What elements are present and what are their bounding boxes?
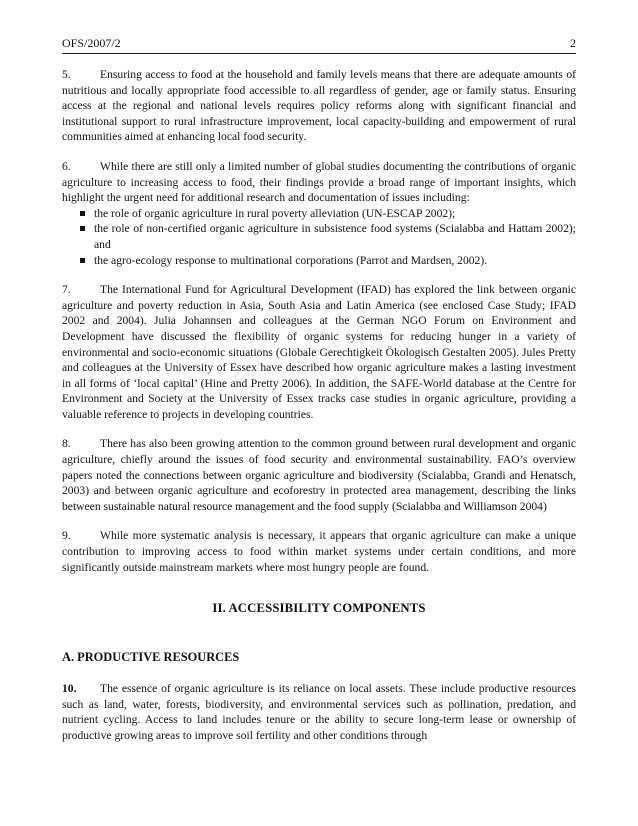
- bullet-item: the agro-ecology response to multinational corporations (Parrot and Mardsen, 2002).: [78, 253, 576, 269]
- paragraph-text: While more systematic analysis is necessary, it appears that organic agriculture can make a unique contribution to improving access to food within market systems under certain conditions, and more significantly outside mainstream markets where most hungry people are found.: [62, 529, 576, 574]
- page-header: [62, 36, 576, 54]
- paragraph-number: 5.: [62, 68, 71, 81]
- subsection-heading: A. PRODUCTIVE RESOURCES: [62, 650, 240, 665]
- bullet-list: [62, 206, 576, 268]
- paragraph-number: 6.: [62, 159, 71, 173]
- paragraph-number: 10.: [62, 682, 77, 696]
- paragraph-text: Ensuring access to food at the household and family levels means that there are adequate amounts of nutritious and locally appropriate food accessible to all regardless of gender, age or family status. Ensuring access at the regional and national levels requires policy reforms along with significant financial and institutional support to rural infrastructure improvement, local capacity-building and empowerment of rural communities aimed at enhancing local food security.: [62, 68, 576, 144]
- paragraph-text: The International Fund for Agricultural Development (IFAD) has explored the link between organic agriculture and poverty reduction in Asia, South Asia and Latin America (see enclosed Case Study; IFAD 2002 and 2004). Julia Johannsen and colleagues at the German NGO Forum on Environment and Development have discussed the flexibility of organic systems for reducing hunger in a variety of environmental and socio-economic situations (Globale Gerechtigkeit Ökologisch Gestalten 2005). Jules Pretty and colleagues at the University of Essex have described how organic agriculture makes a lasting investment in all forms of ‘local capital’ (Hine and Pretty 2006). In addition, the SAFE-World database at the Centre for Environment and Society at the University of Essex tracks case studies in organic agriculture, providing a valuable reference to projects in developing countries.: [62, 283, 576, 421]
- paragraph-7: [62, 282, 576, 422]
- paragraph-9: [62, 528, 576, 575]
- paragraph-text: There has also been growing attention to the common ground between rural development and organic agriculture, chiefly around the issues of food security and environmental sustainability. FAO’s overview papers noted the connections between organic agriculture and biodiversity (Scialabba, Grandi and Henatsch, 2003) and between organic agriculture and ecoforestry in protected area management, describing the links between sustainable natural resource management and the food supply (Scialabba and Williamson 2004): [62, 437, 576, 513]
- paragraph-number: 9.: [62, 529, 71, 543]
- paragraph-text: The essence of organic agriculture is its reliance on local assets. These include productive resources such as land, water, forests, biodiversity, and environmental services such as pollination, predation, and nutrient cycling. Access to land includes tenure or the ability to secure long-term lease or ownership of productive growing areas to improve soil fertility and other conditions through: [62, 682, 576, 742]
- bullet-item: the role of organic agriculture in rural poverty alleviation (UN-ESCAP 2002);: [78, 206, 576, 222]
- document-page: [62, 36, 576, 758]
- paragraph-6: [62, 159, 576, 268]
- paragraph-number: 8.: [62, 437, 71, 451]
- section-heading: II. ACCESSIBILITY COMPONENTS: [212, 601, 426, 616]
- paragraph-5: [62, 67, 576, 145]
- bullet-item: the role of non-certified organic agriculture in subsistence food systems (Scialabba and Hattam 2002); and: [78, 221, 576, 252]
- paragraph-number: 7.: [62, 283, 71, 297]
- page-number: 2: [570, 36, 576, 50]
- paragraph-8: [62, 436, 576, 514]
- paragraph-text: While there are still only a limited number of global studies documenting the contributions of organic agriculture to increasing access to food, their findings provide a broad range of important insights, which highlight the urgent need for additional research and documentation of issues including:: [62, 159, 576, 205]
- paragraph-10: [62, 681, 576, 743]
- document-id: OFS/2007/2: [62, 36, 121, 50]
